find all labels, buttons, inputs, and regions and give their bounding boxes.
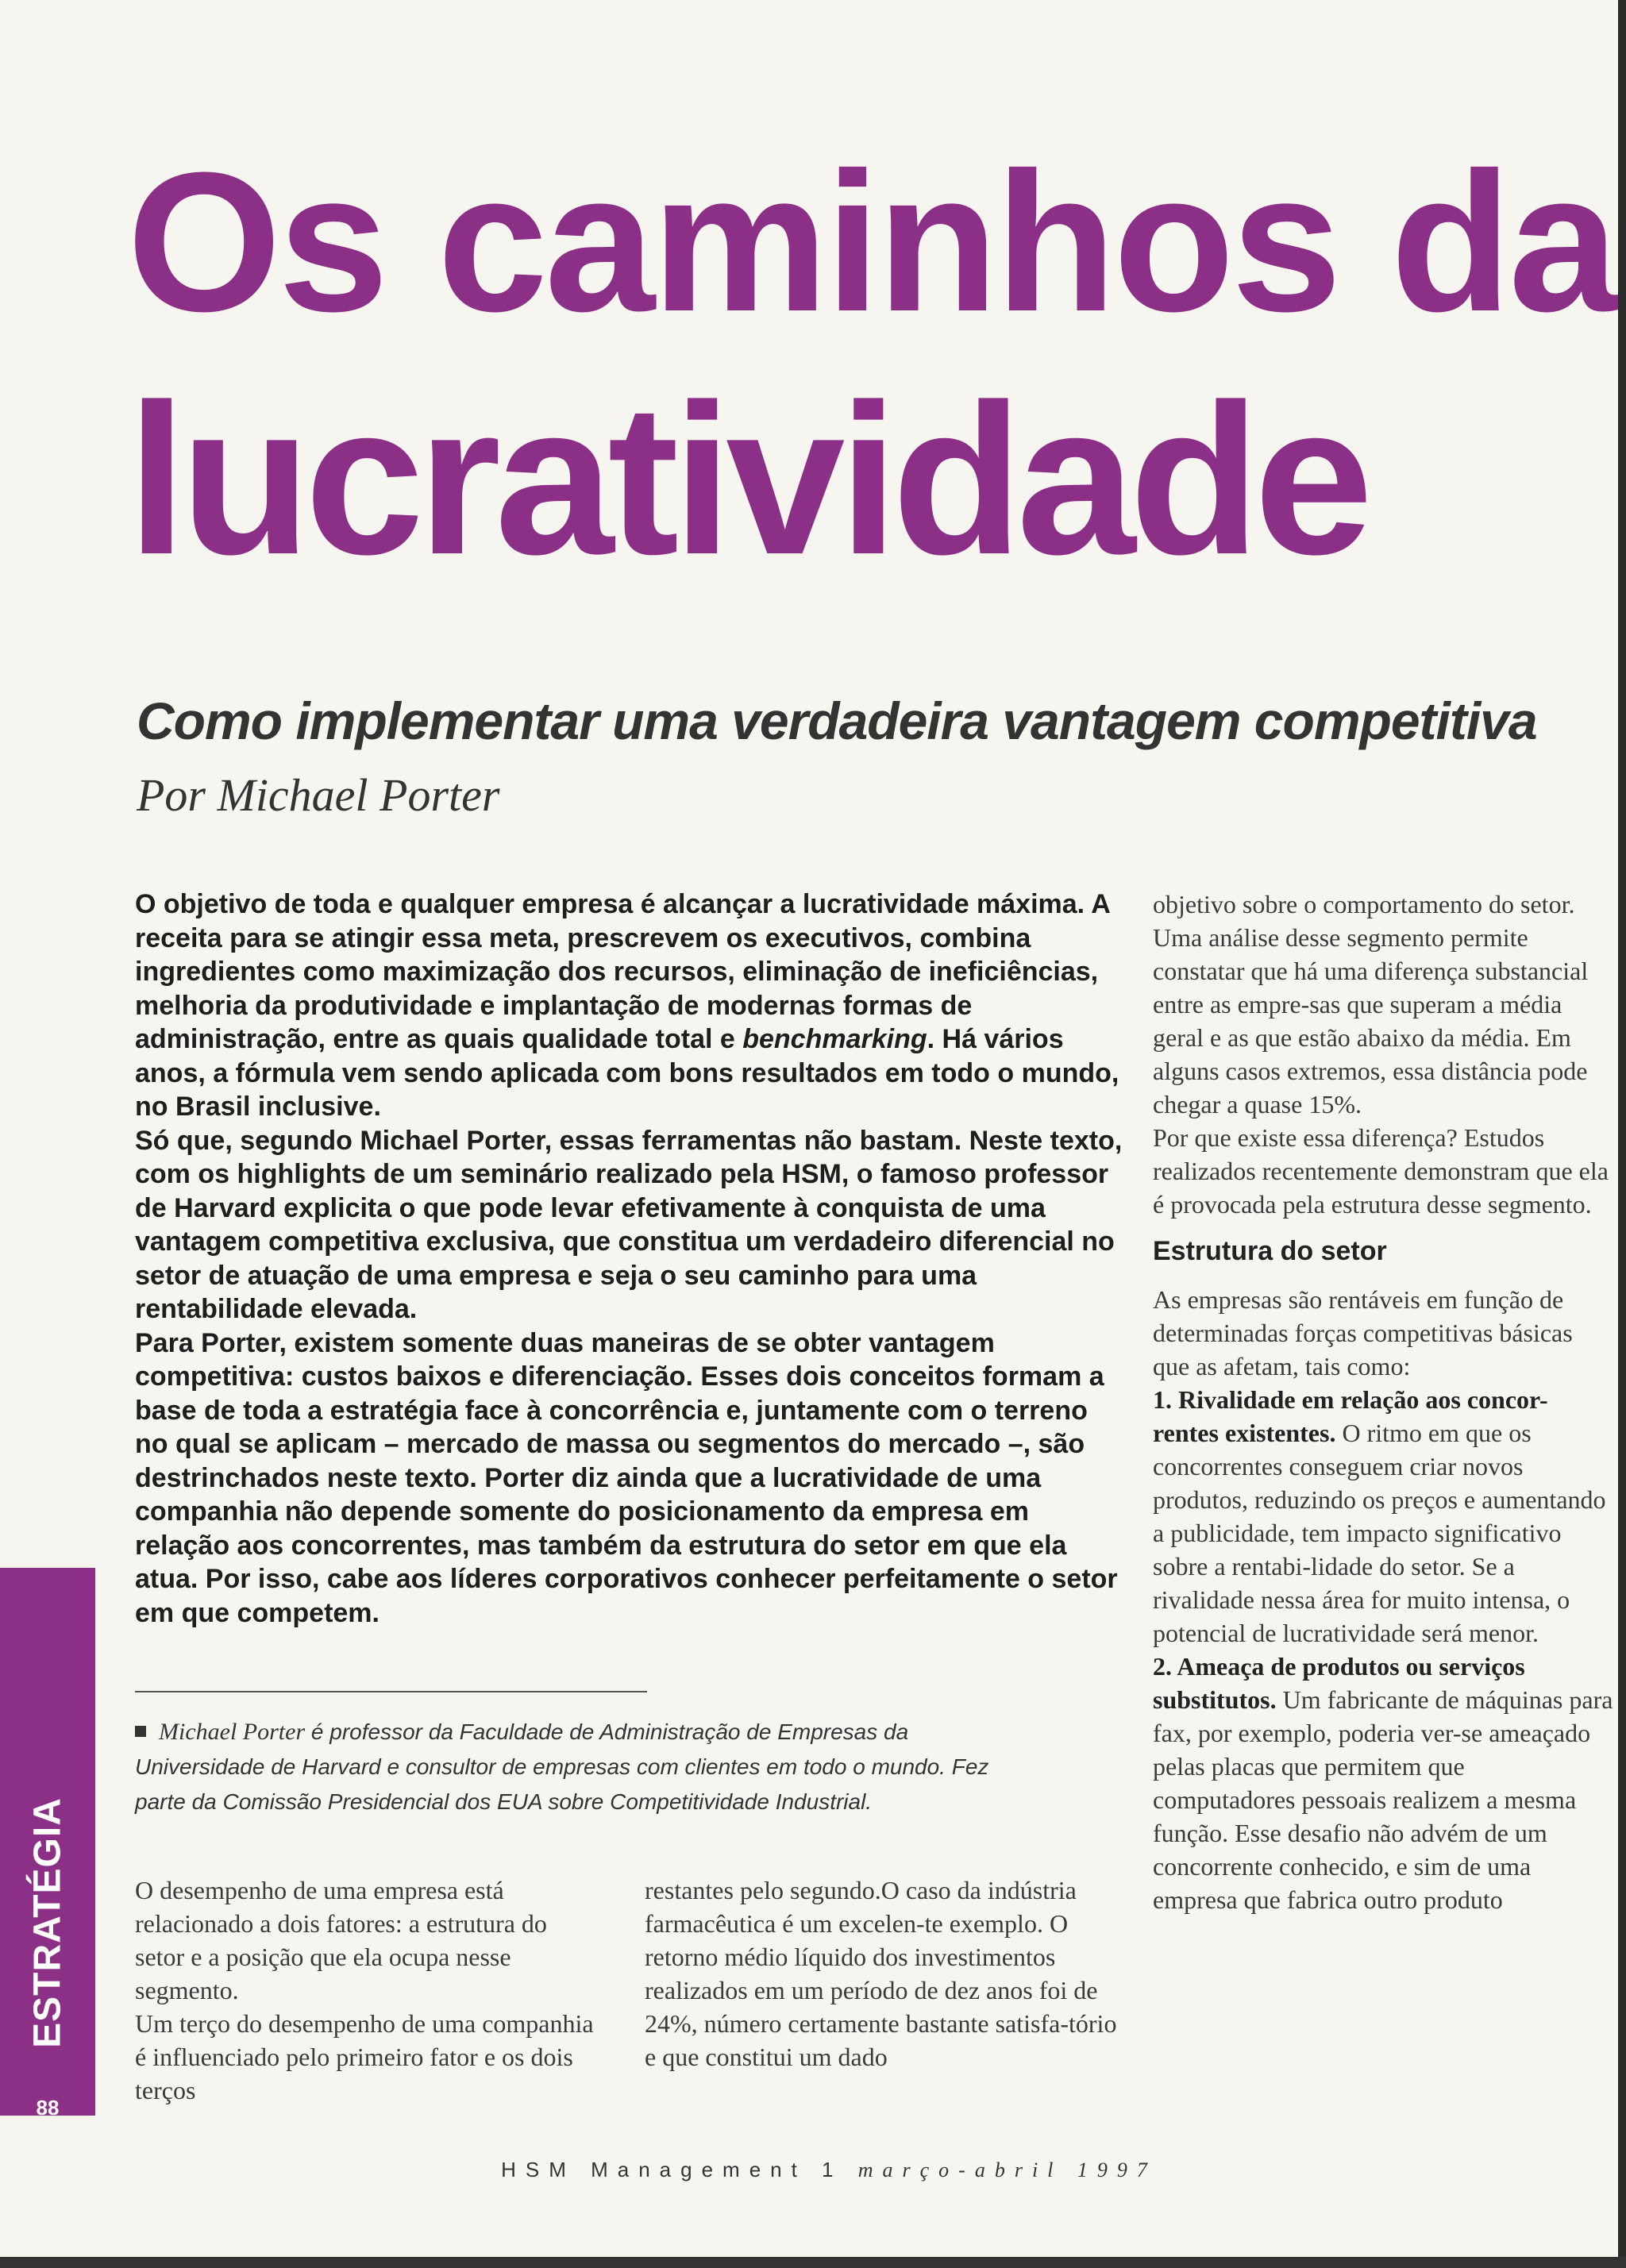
divider-rule — [135, 1691, 647, 1692]
body-column-2 — [645, 1873, 1121, 2074]
bio-author-name: Michael Porter — [159, 1719, 306, 1745]
title-line-2: lucratividade — [127, 360, 1367, 599]
col3-paragraph-1: objetivo sobre o comportamento do setor. Uma análise desse segmento permite constatar que há uma diferença substancial entre as empre-sas que superam a média geral e as que estão abaixo da média. Em alguns casos extremos, essa distância pode chegar a quase 15%. — [1153, 890, 1589, 1119]
lead-p1-text-end: . Há vários anos, a fórmula vem sendo aplicada com bons resultados em todo o mundo, no Brasil inclusive. — [135, 1024, 1119, 1122]
square-bullet-icon — [135, 1726, 146, 1737]
body-column-3 — [1153, 888, 1613, 1916]
lead-p1 — [135, 888, 1127, 1124]
list-item-1-text: O ritmo em que os concorrentes conseguem criar novos produtos, reduzindo os preços e aumentando a publicidade, tem impacto significativo sobre a rentabi-lidade do setor. Se a rivalidade nessa área for muito intensa, o potencial de lucratividade será menor. — [1153, 1419, 1606, 1647]
lead-p3: Para Porter, existem somente duas maneiras de se obter vantagem competitiva: custos baixos e diferenciação. Esses dois conceitos formam a base de toda a estratégia face à concorrência e, juntamente com o terreno no qual se aplicam – mercado de massa ou segmentos do mercado –, são destrinchados neste texto. Porter diz ainda que a lucratividade de uma companhia não depende somente do posicionamento da empresa em relação aos concorrentes, mas também da estrutura do setor em que ela atua. Por isso, cabe aos líderes corporativos conhecer perfeitamente o setor em que competem. — [135, 1327, 1118, 1628]
col2-paragraph-1: restantes pelo segundo.O caso da indústria farmacêutica é um excelen-te exemplo. O retorno médio líquido dos investimentos realizados em um período de dez anos foi de 24%, número certamente bastante satisfa-tório e que constitui um dado — [645, 1876, 1117, 2071]
col3-paragraph-2: Por que existe essa diferença? Estudos realizados recentemente demonstram que ela é provocada pela estrutura desse segmento. — [1153, 1123, 1609, 1219]
bio-text: é professor da Faculdade de Administração de Empresas da Universidade de Harvard e consultor de empresas com clientes em todo o mundo. Fez parte da Comissão Presidencial dos EUA sobre Competitividade Industrial. — [135, 1719, 989, 1814]
list-item-2-text: Um fabricante de máquinas para fax, por exemplo, poderia ver-se ameaçado pelas placas que permitem que computadores pessoais realizem a mesma função. Esse desafio não advém de um concorrente conhecido, e sim de uma empresa que fabrica outro produto — [1153, 1685, 1613, 1914]
list-item-1 — [1153, 1383, 1613, 1650]
subtitle: Como implementar uma verdadeira vantagem competitiva — [137, 691, 1537, 750]
page-number: 88 — [36, 2096, 60, 2120]
col1-paragraph-1: O desempenho de uma empresa está relacionado a dois fatores: a estrutura do setor e a posição que ela ocupa nesse segmento. — [135, 1876, 547, 2004]
byline: Por Michael Porter — [137, 769, 500, 821]
scan-edge-shadow — [1618, 0, 1626, 2268]
footer-issue: março-abril 1997 — [857, 2158, 1157, 2181]
list-item-2-title: 2. Ameaça de produtos ou serviços substitutos. — [1153, 1652, 1525, 1714]
author-bio — [135, 1715, 1008, 1819]
section-label: ESTRATÉGIA — [26, 1797, 69, 2048]
lead-p1-emphasis: benchmarking — [742, 1024, 927, 1054]
section-heading: Estrutura do setor — [1153, 1236, 1387, 1266]
footer-magazine: HSM Management 1 — [501, 2158, 858, 2181]
title-line-1: Os caminhos da — [127, 131, 1616, 352]
col1-paragraph-2: Um terço do desempenho de uma companhia é influenciado pelo primeiro fator e os dois terços — [135, 2009, 594, 2104]
page-footer — [0, 2158, 1626, 2182]
col3-paragraph-3: As empresas são rentáveis em função de determinadas forças competitivas básicas que as afetam, tais como: — [1153, 1285, 1573, 1380]
lead-p1-text: O objetivo de toda e qualquer empresa é alcançar a lucratividade máxima. A receita para se atingir essa meta, prescrevem os executivos, combina ingredientes como maximização dos recursos, eliminação de ineficiências, melhoria da produtividade e implantação de modernas formas de administração, entre as quais qualidade total e — [135, 889, 1110, 1054]
scan-bottom-shadow — [0, 2257, 1626, 2268]
lead-paragraph — [135, 888, 1127, 1630]
body-column-1 — [135, 1873, 595, 2107]
list-item-2 — [1153, 1650, 1613, 1916]
list-item-1-title: 1. Rivalidade em relação aos concor-rentes existentes. — [1153, 1385, 1548, 1447]
lead-p2: Só que, segundo Michael Porter, essas ferramentas não bastam. Neste texto, com os highlights de um seminário realizado pela HSM, o famoso professor de Harvard explicita o que pode levar efetivamente à conquista de uma vantagem competitiva exclusiva, que constitua um verdadeiro diferencial no setor de atuação de uma empresa e seja o seu caminho para uma rentabilidade elevada. — [135, 1125, 1123, 1324]
